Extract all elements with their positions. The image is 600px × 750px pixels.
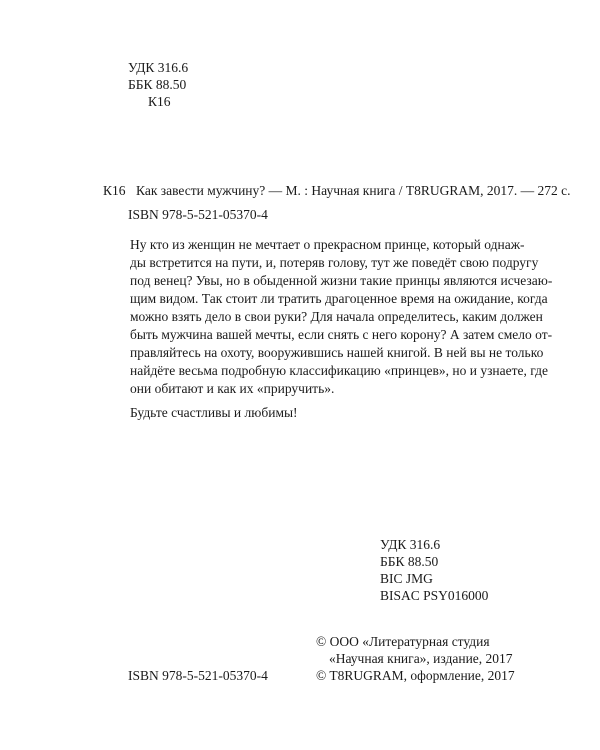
isbn-bottom: ISBN 978-5-521-05370-4 <box>128 668 268 683</box>
annotation-line: можно взять дело в свои руки? Для начала определитесь, каким должен <box>130 309 543 324</box>
annotation-line: найдёте весьма подробную классификацию «принцев», но и узнаете, где <box>130 363 549 378</box>
bbk-code: ББК 88.50 <box>380 554 439 569</box>
bic-code: BIC JMG <box>380 571 433 586</box>
isbn-top: ISBN 978-5-521-05370-4 <box>128 207 268 222</box>
closing-wish: Будьте счастливы и любимы! <box>130 405 298 420</box>
annotation-line: ды встретится на пути, и, потеряв голову, тут же поведёт свою подругу <box>130 255 539 270</box>
annotation-line: они обитают и как их «приручить». <box>130 381 335 396</box>
annotation-line: правляйтесь на охоту, вооружившись нашей книгой. В ней вы не только <box>130 345 544 360</box>
annotation-line: под венец? Увы, но в обыденной жизни такие принцы являются исчезаю- <box>130 273 553 288</box>
bibliographic-citation <box>103 182 571 200</box>
copyright-block <box>316 633 515 684</box>
classification-codes-bottom <box>380 536 488 604</box>
bbk-code: ББК 88.50 <box>128 77 187 92</box>
annotation-line: Ну кто из женщин не мечтает о прекрасном принце, который однаж- <box>130 237 525 252</box>
copyright-design-line: © T8RUGRAM, оформление, 2017 <box>316 668 515 683</box>
annotation-line: щим видом. Так стоит ли тратить драгоценное время на ожидание, когда <box>130 291 548 306</box>
classification-codes-top <box>128 59 188 110</box>
citation-code: К16 <box>103 183 126 198</box>
bisac-code: BISAC PSY016000 <box>380 588 489 603</box>
copyright-publisher-line: © ООО «Литературная студия <box>316 634 490 649</box>
citation-text: Как завести мужчину? — М. : Научная книга / T8RUGRAM, 2017. — 272 с. <box>136 183 571 198</box>
udk-code: УДК 316.6 <box>380 537 441 552</box>
author-mark: К16 <box>148 94 171 109</box>
copyright-publisher-line-cont: «Научная книга», издание, 2017 <box>329 651 513 666</box>
udk-code: УДК 316.6 <box>128 60 189 75</box>
annotation-line: быть мужчина вашей мечты, если снять с него корону? А затем смело от- <box>130 327 553 342</box>
annotation <box>130 236 553 398</box>
